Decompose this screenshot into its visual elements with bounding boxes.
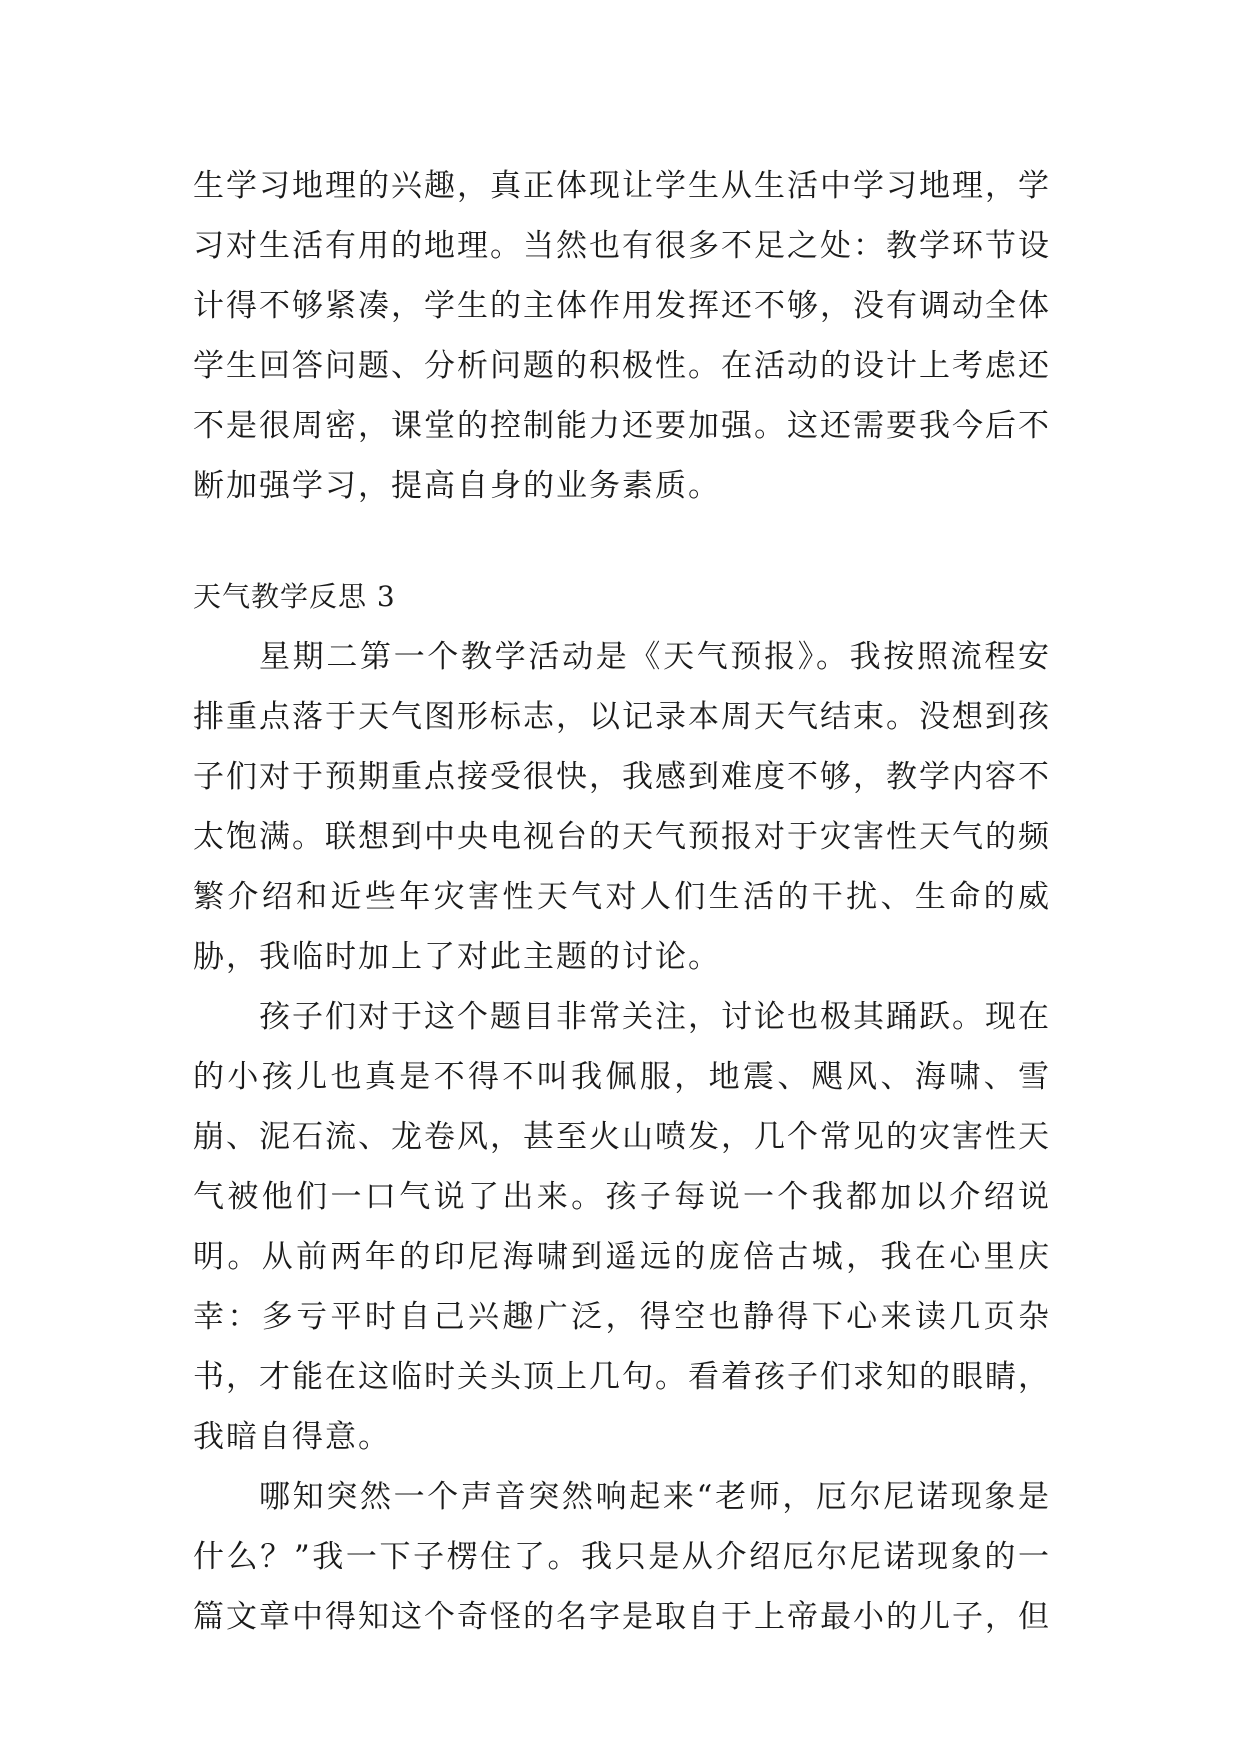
paragraph: 星期二第一个教学活动是《天气预报》。我按照流程安排重点落于天气图形标志，以记录本周天气结束。没想到孩子们对于预期重点接受很快，我感到难度不够，教学内容不太饱满。联想到中央电视台的天气预报对于灾害性天气的频繁介绍和近些年灾害性天气对人们生活的干扰、生命的威胁，我临时加上了对此主题的讨论。: [193, 639, 1051, 975]
paragraph: 哪知突然一个声音突然响起来“老师，厄尔尼诺现象是什么？”我一下子楞住了。我只是从介绍厄尔尼诺现象的一篇文章中得知这个奇怪的名字是取自于上帝最小的儿子，但: [193, 1479, 1051, 1635]
continued-paragraph: 生学习地理的兴趣，真正体现让学生从生活中学习地理，学习对生活有用的地理。当然也有很多不足之处：教学环节设计得不够紧凑，学生的主体作用发挥还不够，没有调动全体学生回答问题、分析问题的积极性。在活动的设计上考虑还不是很周密，课堂的控制能力还要加强。这还需要我今后不断加强学习，提高自身的业务素质。: [193, 168, 1051, 504]
section-title: 天气教学反思 3: [193, 580, 396, 613]
reflection-section: [193, 567, 1051, 1647]
paragraph: 孩子们对于这个题目非常关注，讨论也极其踊跃。现在的小孩儿也真是不得不叫我佩服，地震、飓风、海啸、雪崩、泥石流、龙卷风，甚至火山喷发，几个常见的灾害性天气被他们一口气说了出来。孩子每说一个我都加以介绍说明。从前两年的印尼海啸到遥远的庞倍古城，我在心里庆幸：多亏平时自己兴趣广泛，得空也静得下心来读几页杂书，才能在这临时关头顶上几句。看着孩子们求知的眼睛，我暗自得意。: [193, 999, 1051, 1455]
previous-section-text: [193, 156, 1051, 516]
